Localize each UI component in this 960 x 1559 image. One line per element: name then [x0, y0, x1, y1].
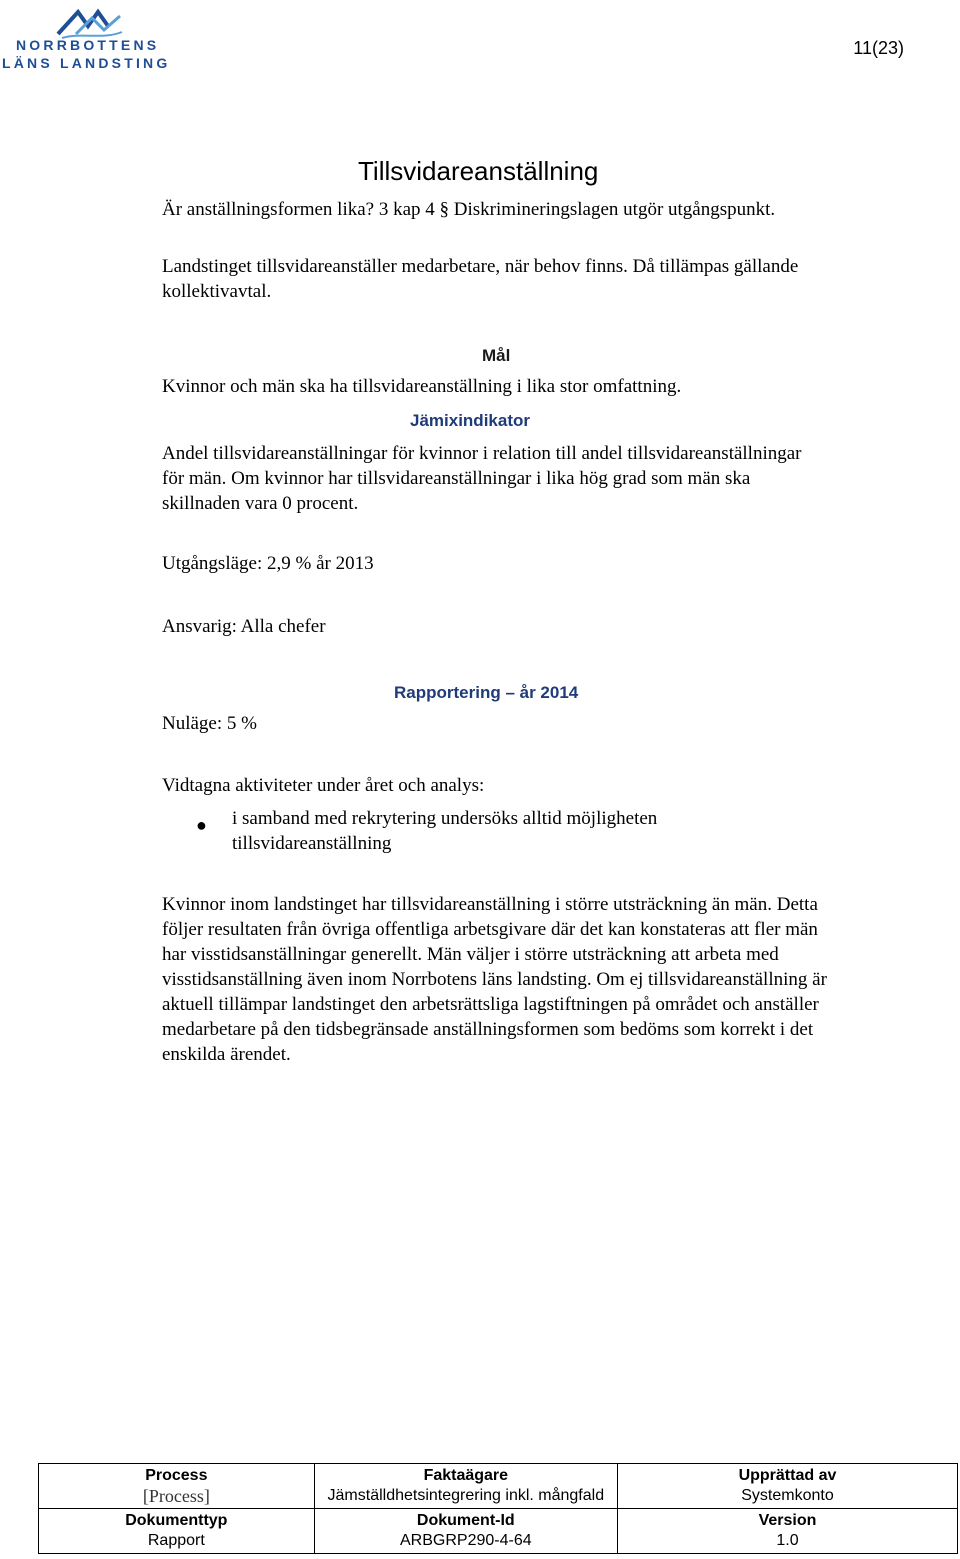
- version-cell: [617, 1509, 957, 1554]
- analysis-paragraph: Kvinnor inom landstinget har tillsvidareanställning i större utsträckning än män. Detta följer resultaten från övriga offentliga arbetsgivare där det kan konstateras att fler män har visstidsanställningar generellt. Män väljer i större utsträckning att arbeta med visstidsanställning även inom Norrbotens läns landsting. Om ej tillsvidareanställning är aktuell tillämpar landstinget den arbetsrättsliga lagstiftningen på området och anställer medarbetare på den tidsbegränsade anställningsformen som bedöms som korrekt i det enskilda ärendet.: [162, 894, 827, 1065]
- logo-line1: NORRBOTTENS: [16, 37, 160, 53]
- intro-paragraph-2: Landstinget tillsvidareanställer medarbetare, när behov finns. Då tillämpas gällande kollektivavtal.: [162, 256, 799, 302]
- owner-value: Jämställdhetsintegrering inkl. mångfald: [327, 1487, 605, 1504]
- version-label: Version: [758, 1512, 817, 1529]
- page-title: Tillsvidareanställning: [358, 156, 599, 186]
- list-item: i samband med rekrytering undersöks alltid möjligheten tillsvidareanställning: [232, 808, 658, 854]
- process-value: [Process]: [142, 1486, 210, 1506]
- process-cell: [39, 1464, 315, 1509]
- created-cell: [617, 1464, 957, 1509]
- created-label: Upprättad av: [738, 1467, 837, 1484]
- current-status: Nuläge: 5 %: [162, 713, 257, 734]
- logo-line2: LÄNS LANDSTING: [2, 55, 171, 71]
- created-value: Systemkonto: [741, 1487, 834, 1504]
- logo: [2, 4, 174, 70]
- document-info-table: [38, 1463, 958, 1554]
- goal-text: Kvinnor och män ska ha tillsvidareanställning i lika stor omfattning.: [162, 376, 682, 397]
- docid-cell: [314, 1509, 617, 1554]
- owner-cell: [314, 1464, 617, 1509]
- activities-heading: Vidtagna aktiviteter under året och analys:: [162, 775, 485, 796]
- doctype-cell: [39, 1509, 315, 1554]
- indicator-text: Andel tillsvidareanställningar för kvinnor i relation till andel tillsvidareanställningar för män. Om kvinnor har tillsvidareanställningar i lika hög grad som män ska skillnaden vara 0 procent.: [162, 443, 802, 514]
- report-heading: Rapportering – år 2014: [394, 683, 579, 702]
- bullet-icon: ●: [196, 815, 207, 835]
- indicator-heading: Jämixindikator: [410, 411, 530, 430]
- doctype-value: Rapport: [147, 1532, 205, 1549]
- doctype-label: Dokumenttyp: [125, 1512, 228, 1529]
- goal-heading: Mål: [482, 346, 511, 365]
- docid-value: ARBGRP290-4-64: [400, 1532, 532, 1549]
- owner-label: Faktaägare: [423, 1467, 509, 1484]
- docid-label: Dokument-Id: [416, 1512, 515, 1529]
- process-label: Process: [145, 1467, 208, 1484]
- version-value: 1.0: [776, 1532, 799, 1549]
- baseline-text: Utgångsläge: 2,9 % år 2013: [162, 553, 374, 574]
- responsible-text: Ansvarig: Alla chefer: [162, 616, 326, 637]
- page-number: 11(23): [853, 38, 904, 58]
- intro-paragraph-1: Är anställningsformen lika? 3 kap 4 § Diskrimineringslagen utgör utgångspunkt.: [162, 199, 776, 220]
